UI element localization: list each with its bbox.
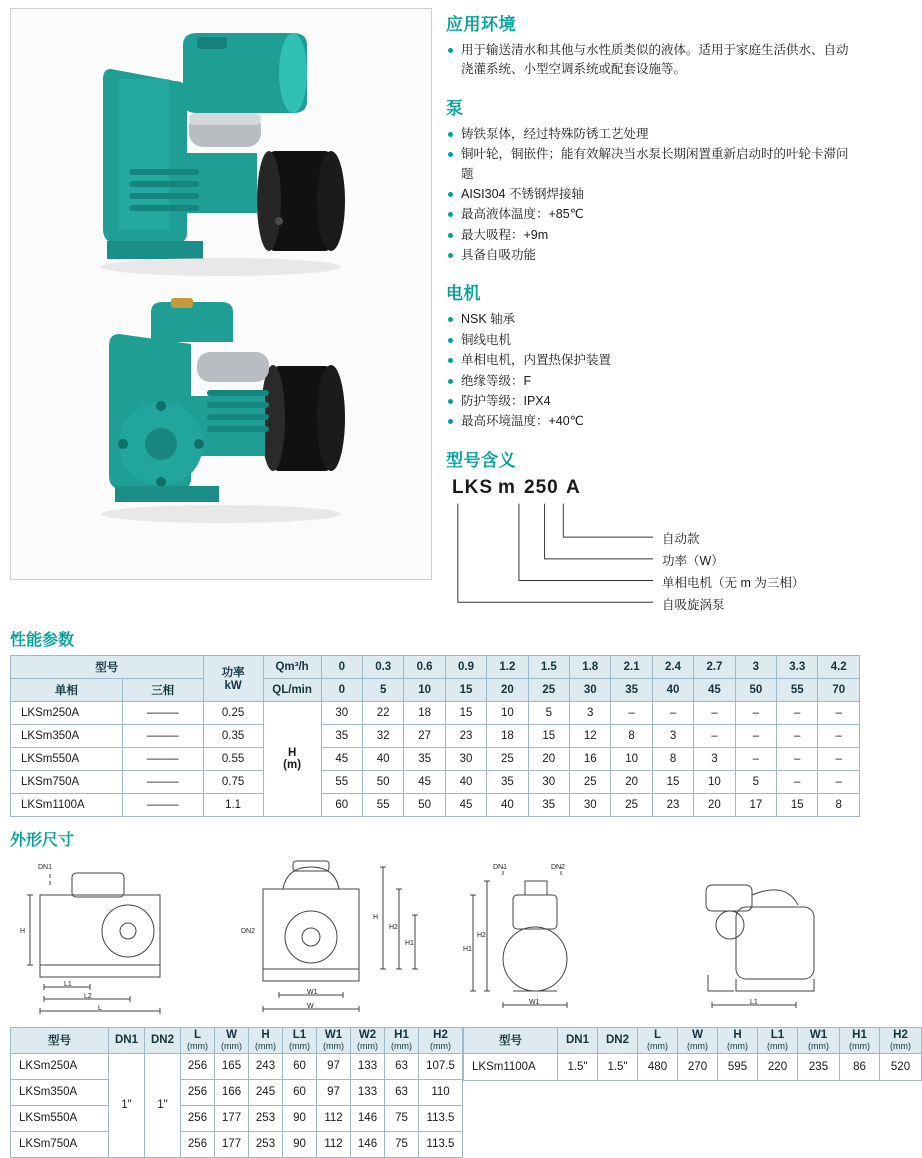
list-item: 具备自吸功能 <box>446 246 860 265</box>
performance-title: 性能参数 <box>10 631 75 649</box>
table-row <box>11 1105 463 1131</box>
ql-6: 30 <box>570 678 611 701</box>
list-item: 铜线电机 <box>446 331 860 350</box>
cell: 107.5 <box>419 1053 463 1079</box>
cell: 5 <box>528 701 569 724</box>
cell: 35 <box>528 793 569 816</box>
cell: 25 <box>611 793 652 816</box>
h-h1: H1 (mm) <box>385 1027 419 1053</box>
cell: 40 <box>487 793 528 816</box>
q-10: 3 <box>735 655 776 678</box>
cell: 35 <box>487 770 528 793</box>
ql-0: 0 <box>321 678 362 701</box>
pump-list <box>446 125 860 266</box>
cell: 75 <box>385 1105 419 1131</box>
row-three-4: ––––– <box>122 793 203 816</box>
table-row <box>464 1080 922 1106</box>
cell: 63 <box>385 1079 419 1105</box>
application-title: 应用环境 <box>446 15 516 34</box>
cell: 256 <box>181 1079 215 1105</box>
table-row <box>11 1131 463 1157</box>
table-row <box>464 1132 922 1158</box>
cell: 15 <box>528 724 569 747</box>
h-unit: (m) <box>283 758 302 771</box>
table-row <box>11 793 860 816</box>
cell: 60 <box>321 793 362 816</box>
cell: 18 <box>404 701 445 724</box>
cell: – <box>777 747 818 770</box>
h-model: 型号 <box>464 1027 558 1054</box>
table-row <box>11 770 860 793</box>
cell: – <box>818 701 860 724</box>
svg-text:H1: H1 <box>463 945 472 953</box>
cell: 30 <box>321 701 362 724</box>
cell-model: LKSm750A <box>11 1131 109 1157</box>
cell: 15 <box>777 793 818 816</box>
svg-text:H2: H2 <box>477 931 486 939</box>
cell: 20 <box>611 770 652 793</box>
cell: 1.5" <box>598 1054 638 1081</box>
cell: 97 <box>317 1053 351 1079</box>
cell: 3 <box>694 747 735 770</box>
h-dn2: DN2 <box>145 1027 181 1053</box>
row-power-3: 0.75 <box>203 770 263 793</box>
table-row <box>11 678 860 701</box>
table-row <box>11 724 860 747</box>
row-model-1: LKSm350A <box>11 724 123 747</box>
cell-dn2: 1" <box>145 1053 181 1157</box>
specifications-column <box>432 8 860 617</box>
cell: 253 <box>249 1131 283 1157</box>
table-row <box>464 1027 922 1054</box>
naming-label-auto: 自动款 <box>662 531 700 546</box>
q-7: 2.1 <box>611 655 652 678</box>
cell: 8 <box>818 793 860 816</box>
dimension-table-left <box>10 1027 463 1158</box>
naming-leader-lines <box>446 477 860 617</box>
cell: – <box>818 724 860 747</box>
cell: 45 <box>404 770 445 793</box>
cell: 113.5 <box>419 1131 463 1157</box>
cell: 113.5 <box>419 1105 463 1131</box>
naming-label-type: 自吸旋涡泵 <box>662 597 725 612</box>
svg-text:DN2: DN2 <box>551 863 566 871</box>
q-11: 3.3 <box>777 655 818 678</box>
row-model-3: LKSm750A <box>11 770 123 793</box>
cell: 27 <box>404 724 445 747</box>
list-item: 用于输送清水和其他与水性质类似的液体。适用于家庭生活供水、自动浇灌系统、小型空调系统或配套设施等。 <box>446 41 860 80</box>
h-l: L (mm) <box>638 1027 678 1054</box>
cell: 55 <box>362 793 403 816</box>
q-1: 0.3 <box>362 655 403 678</box>
cell: – <box>611 701 652 724</box>
ql-11: 55 <box>777 678 818 701</box>
svg-text:DN2: DN2 <box>240 927 255 935</box>
cell: 30 <box>445 747 486 770</box>
cell: 17 <box>735 793 776 816</box>
cell: 133 <box>351 1079 385 1105</box>
header-power <box>203 655 263 701</box>
cell: 25 <box>487 747 528 770</box>
h-h2: H2 (mm) <box>880 1027 922 1054</box>
cell: 55 <box>321 770 362 793</box>
cell-model: LKSm1100A <box>464 1054 558 1081</box>
cell: 25 <box>570 770 611 793</box>
cell: 40 <box>445 770 486 793</box>
ql-7: 35 <box>611 678 652 701</box>
cell: 133 <box>351 1053 385 1079</box>
cell: 45 <box>445 793 486 816</box>
cell: – <box>818 747 860 770</box>
row-model-0: LKSm250A <box>11 701 123 724</box>
svg-text:H2: H2 <box>388 923 398 931</box>
spacer-cell <box>464 1132 922 1158</box>
svg-text:L: L <box>98 1004 102 1012</box>
cell-model: LKSm350A <box>11 1079 109 1105</box>
h-unit-cell <box>263 701 321 816</box>
table-row <box>11 1053 463 1079</box>
pump-photo-upper <box>11 9 429 289</box>
row-power-0: 0.25 <box>203 701 263 724</box>
svg-text:W1: W1 <box>306 988 317 996</box>
cell: 253 <box>249 1105 283 1131</box>
cell: 40 <box>362 747 403 770</box>
header-power-label: 功率 <box>221 667 245 680</box>
svg-text:H: H <box>20 927 26 935</box>
row-three-0: ––––– <box>122 701 203 724</box>
cell: 256 <box>181 1053 215 1079</box>
cell: 480 <box>638 1054 678 1081</box>
list-item: AISI304 不锈钢焊接轴 <box>446 185 860 204</box>
cell: 177 <box>215 1105 249 1131</box>
cell: 8 <box>611 724 652 747</box>
cell: 30 <box>528 770 569 793</box>
dimensions-title: 外形尺寸 <box>10 831 75 849</box>
ql-2: 10 <box>404 678 445 701</box>
cell: 90 <box>283 1131 317 1157</box>
h-l: L (mm) <box>181 1027 215 1053</box>
header-model: 型号 <box>11 655 204 678</box>
cell: 23 <box>652 793 693 816</box>
ql-3: 15 <box>445 678 486 701</box>
cell-model: LKSm250A <box>11 1053 109 1079</box>
cell: 86 <box>840 1054 880 1081</box>
pump-title: 泵 <box>446 98 464 118</box>
row-three-1: ––––– <box>122 724 203 747</box>
svg-text:L1: L1 <box>64 980 72 988</box>
cell: 166 <box>215 1079 249 1105</box>
cell: 256 <box>181 1105 215 1131</box>
h-h2: H2 (mm) <box>419 1027 463 1053</box>
cell: 50 <box>362 770 403 793</box>
cell: 23 <box>445 724 486 747</box>
svg-text:H: H <box>372 913 378 921</box>
cell: 1.5" <box>558 1054 598 1081</box>
model-code-m: m <box>498 476 516 498</box>
cell: 8 <box>652 747 693 770</box>
naming-label-power: 功率（W） <box>662 553 724 568</box>
table-row <box>11 747 860 770</box>
list-item: 最大吸程：+9m <box>446 226 860 245</box>
svg-text:L2: L2 <box>84 992 92 1000</box>
table-row <box>11 701 860 724</box>
h-model: 型号 <box>11 1027 109 1053</box>
svg-text:W: W <box>306 1002 314 1010</box>
spacer-cell <box>464 1106 922 1132</box>
cell: 112 <box>317 1105 351 1131</box>
row-three-3: ––––– <box>122 770 203 793</box>
table-row <box>11 1079 463 1105</box>
ql-9: 45 <box>694 678 735 701</box>
cell: 245 <box>249 1079 283 1105</box>
cell: 15 <box>652 770 693 793</box>
cell: – <box>652 701 693 724</box>
header-q: Qm³/h <box>263 655 321 678</box>
h-w1: W1 (mm) <box>317 1027 351 1053</box>
cell: 243 <box>249 1053 283 1079</box>
cell-model: LKSm550A <box>11 1105 109 1131</box>
cell: – <box>735 724 776 747</box>
h-dn2: DN2 <box>598 1027 638 1054</box>
naming-label-phase: 单相电机（无 m 为三相） <box>662 575 805 590</box>
model-naming-diagram <box>446 477 860 617</box>
row-three-2: ––––– <box>122 747 203 770</box>
dimension-drawings <box>10 855 860 1027</box>
header-single-phase: 单相 <box>11 678 123 701</box>
product-photo-box <box>10 8 432 580</box>
cell: 60 <box>283 1079 317 1105</box>
svg-text:L1: L1 <box>749 998 758 1006</box>
q-3: 0.9 <box>445 655 486 678</box>
h-w1: W1 (mm) <box>798 1027 840 1054</box>
svg-text:DN1: DN1 <box>38 863 53 871</box>
cell: 220 <box>758 1054 798 1081</box>
cell: 18 <box>487 724 528 747</box>
q-12: 4.2 <box>818 655 860 678</box>
motor-list <box>446 310 860 431</box>
table-row <box>11 655 860 678</box>
svg-text:DN1: DN1 <box>493 863 508 871</box>
cell: – <box>735 701 776 724</box>
h-w2: W2 (mm) <box>351 1027 385 1053</box>
cell: 256 <box>181 1131 215 1157</box>
cell: 97 <box>317 1079 351 1105</box>
drawing-tank-side-view <box>648 855 861 1027</box>
cell: 16 <box>570 747 611 770</box>
model-code-power: 250 <box>524 476 559 498</box>
h-label: H <box>287 746 297 759</box>
cell: 3 <box>570 701 611 724</box>
cell: 270 <box>678 1054 718 1081</box>
q-9: 2.7 <box>694 655 735 678</box>
h-h: H (mm) <box>249 1027 283 1053</box>
cell: 63 <box>385 1053 419 1079</box>
cell: 520 <box>880 1054 922 1081</box>
svg-text:W1: W1 <box>529 998 540 1006</box>
drawing-side-view <box>10 855 223 1027</box>
header-power-unit: kW <box>224 680 242 693</box>
cell: 146 <box>351 1105 385 1131</box>
h-h: H (mm) <box>718 1027 758 1054</box>
h-l1: L1 (mm) <box>758 1027 798 1054</box>
motor-title: 电机 <box>446 284 481 304</box>
h-w: W (mm) <box>678 1027 718 1054</box>
model-code-series: LKS <box>452 476 493 498</box>
row-power-2: 0.55 <box>203 747 263 770</box>
header-three-phase: 三相 <box>122 678 203 701</box>
h-dn1: DN1 <box>558 1027 598 1054</box>
cell: 30 <box>570 793 611 816</box>
drawing-tank-front-view <box>435 855 648 1027</box>
cell: – <box>777 724 818 747</box>
dimension-table-right <box>463 1027 922 1158</box>
cell: 12 <box>570 724 611 747</box>
cell: 5 <box>735 770 776 793</box>
cell: 45 <box>321 747 362 770</box>
cell: 60 <box>283 1053 317 1079</box>
ql-1: 5 <box>362 678 403 701</box>
q-0: 0 <box>321 655 362 678</box>
ql-4: 20 <box>487 678 528 701</box>
pump-photo-lower <box>11 294 429 564</box>
row-power-1: 0.35 <box>203 724 263 747</box>
cell: – <box>735 747 776 770</box>
ql-12: 70 <box>818 678 860 701</box>
cell: 595 <box>718 1054 758 1081</box>
list-item: 绝缘等级：F <box>446 372 860 391</box>
cell: 177 <box>215 1131 249 1157</box>
cell: 10 <box>487 701 528 724</box>
cell-dn1: 1" <box>109 1053 145 1157</box>
cell: – <box>694 701 735 724</box>
list-item: 最高液体温度：+85℃ <box>446 205 860 224</box>
cell: 15 <box>445 701 486 724</box>
cell: – <box>777 770 818 793</box>
cell: 3 <box>652 724 693 747</box>
q-6: 1.8 <box>570 655 611 678</box>
cell: 110 <box>419 1079 463 1105</box>
q-8: 2.4 <box>652 655 693 678</box>
cell: 235 <box>798 1054 840 1081</box>
naming-title: 型号含义 <box>446 450 516 470</box>
q-5: 1.5 <box>528 655 569 678</box>
ql-10: 50 <box>735 678 776 701</box>
cell: 90 <box>283 1105 317 1131</box>
list-item: 最高环境温度：+40℃ <box>446 412 860 431</box>
ql-8: 40 <box>652 678 693 701</box>
list-item: 铸铁泵体，经过特殊防锈工艺处理 <box>446 125 860 144</box>
cell: – <box>777 701 818 724</box>
performance-table <box>10 655 860 817</box>
application-list <box>446 41 860 80</box>
drawing-front-view <box>223 855 436 1027</box>
ql-5: 25 <box>528 678 569 701</box>
list-item: 铜叶轮，铜嵌件；能有效解决当水泵长期闲置重新启动时的叶轮卡滞问题 <box>446 145 860 184</box>
cell: 146 <box>351 1131 385 1157</box>
cell: 112 <box>317 1131 351 1157</box>
cell: – <box>694 724 735 747</box>
cell: 50 <box>404 793 445 816</box>
cell: 32 <box>362 724 403 747</box>
cell: 10 <box>611 747 652 770</box>
table-row <box>464 1054 922 1081</box>
cell: 35 <box>404 747 445 770</box>
list-item: 单相电机，内置热保护装置 <box>446 351 860 370</box>
header-ql: QL/min <box>263 678 321 701</box>
list-item: 防护等级：IPX4 <box>446 392 860 411</box>
row-model-4: LKSm1100A <box>11 793 123 816</box>
cell: 165 <box>215 1053 249 1079</box>
cell: – <box>818 770 860 793</box>
dimension-tables <box>10 1027 911 1158</box>
q-2: 0.6 <box>404 655 445 678</box>
list-item: NSK 轴承 <box>446 310 860 329</box>
row-power-4: 1.1 <box>203 793 263 816</box>
cell: 10 <box>694 770 735 793</box>
table-row <box>11 1027 463 1053</box>
h-h1: H1 (mm) <box>840 1027 880 1054</box>
table-row <box>464 1106 922 1132</box>
cell: 75 <box>385 1131 419 1157</box>
h-l1: L1 (mm) <box>283 1027 317 1053</box>
q-4: 1.2 <box>487 655 528 678</box>
cell: 20 <box>528 747 569 770</box>
model-code-auto: A <box>566 476 581 498</box>
cell: 22 <box>362 701 403 724</box>
cell: 35 <box>321 724 362 747</box>
cell: 20 <box>694 793 735 816</box>
spacer-cell <box>464 1080 922 1106</box>
svg-text:H1: H1 <box>404 939 414 947</box>
h-dn1: DN1 <box>109 1027 145 1053</box>
row-model-2: LKSm550A <box>11 747 123 770</box>
h-w: W (mm) <box>215 1027 249 1053</box>
